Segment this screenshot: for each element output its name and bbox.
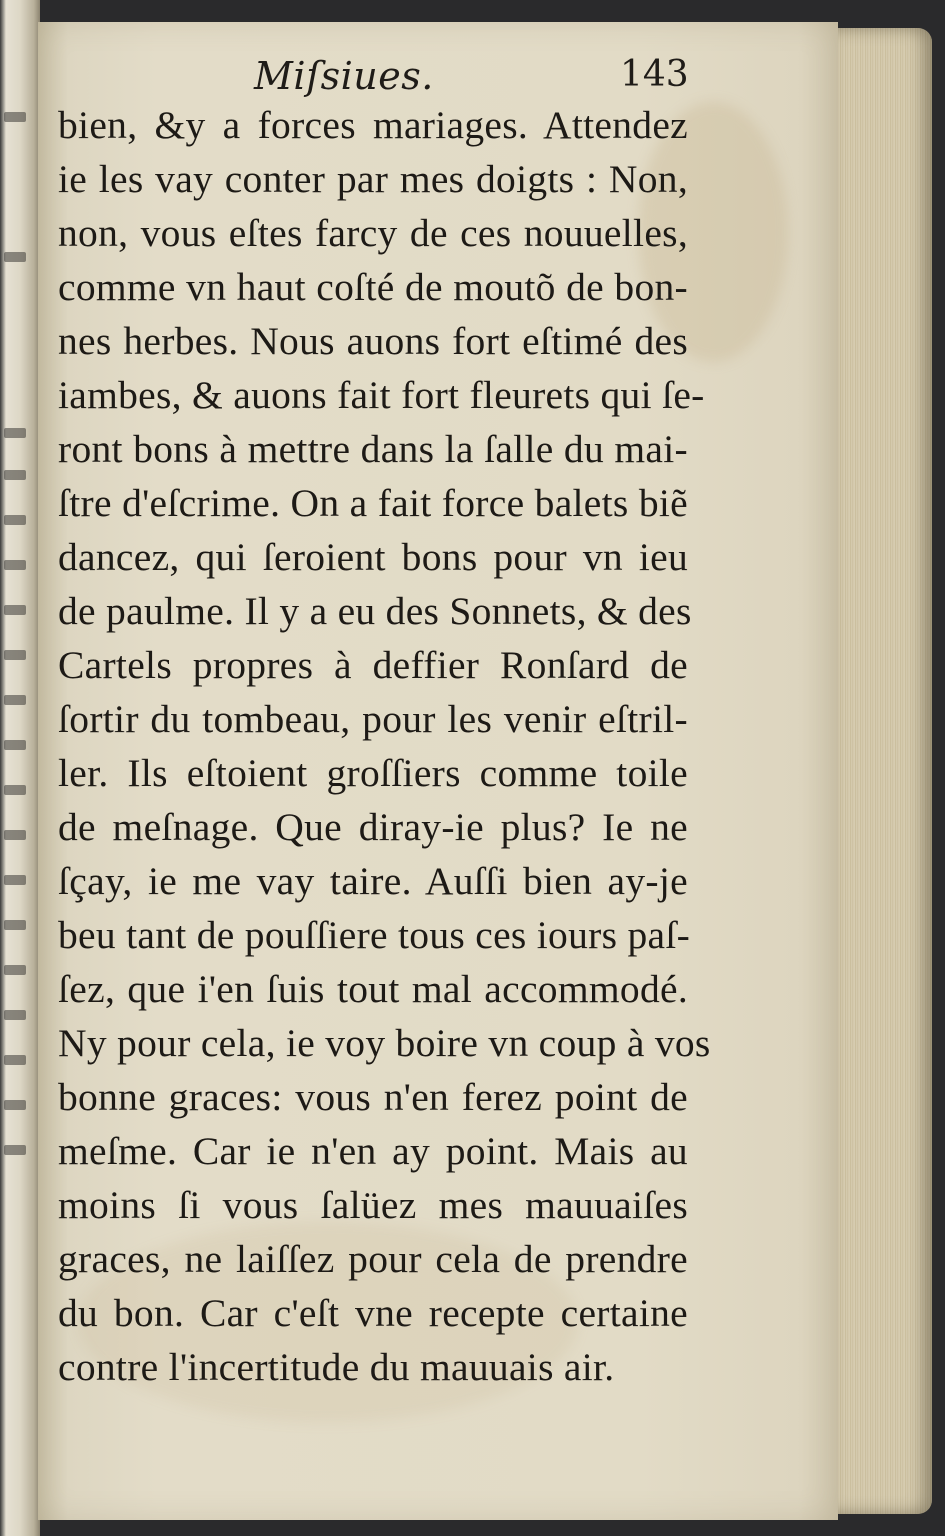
bleed-mark — [4, 605, 26, 615]
bleed-mark — [4, 740, 26, 750]
text-line: ler. Ils eſtoient groſſiers comme toile — [58, 751, 688, 795]
page-number: 143 — [620, 54, 689, 95]
bleed-mark — [4, 785, 26, 795]
bleed-mark — [4, 920, 26, 930]
bleed-mark — [4, 252, 26, 262]
text-line: du bon. Car c'eſt vne recepte certaine — [58, 1291, 688, 1335]
text-line: graces, ne laiſſez pour cela de prendre — [58, 1237, 688, 1281]
text-line: ront bons à mettre dans la ſalle du mai- — [58, 427, 688, 471]
body-text — [58, 98, 711, 1394]
text-line: moins ſi vous ſalüez mes mauuaiſes — [58, 1183, 688, 1227]
text-line: ſtre d'eſcrime. On a fait force balets biẽ — [58, 481, 688, 525]
text-line: meſme. Car ie n'en ay point. Mais au — [58, 1129, 688, 1173]
bleed-mark — [4, 695, 26, 705]
text-line: ſortir du tombeau, pour les venir eſtril- — [58, 697, 688, 741]
text-line: ſez, que i'en ſuis tout mal accommodé. — [58, 967, 688, 1011]
bleed-mark — [4, 560, 26, 570]
text-line: Ny pour cela, ie voy boire vn coup à vos — [58, 1021, 711, 1065]
text-line: de meſnage. Que diray-ie plus? Ie ne — [58, 805, 688, 849]
text-line: nes herbes. Nous auons fort eſtimé des — [58, 319, 688, 363]
text-line: beu tant de pouſſiere tous ces iours paſ- — [58, 913, 691, 957]
text-line: bonne graces: vous n'en ferez point de — [58, 1075, 688, 1119]
text-line: dancez, qui ſeroient bons pour vn ieu — [58, 535, 688, 579]
bleed-mark — [4, 470, 26, 480]
bleed-mark — [4, 965, 26, 975]
bleed-mark — [4, 112, 26, 122]
bleed-mark — [4, 1055, 26, 1065]
bleed-mark — [4, 515, 26, 525]
text-line: ſçay, ie me vay taire. Auſſi bien ay-je — [58, 859, 688, 903]
text-line: iambes, & auons fait fort fleurets qui ſe- — [58, 373, 705, 417]
book-page — [38, 22, 838, 1520]
text-line: contre l'incertitude du mauuais air. — [58, 1345, 615, 1389]
bleed-mark — [4, 1145, 26, 1155]
text-line: non, vous eſtes farcy de ces nouuelles, — [58, 211, 688, 255]
bleed-mark — [4, 650, 26, 660]
bleed-mark — [4, 428, 26, 438]
text-line: comme vn haut coſté de moutõ de bon- — [58, 265, 688, 309]
bleed-mark — [4, 1010, 26, 1020]
bleed-mark — [4, 830, 26, 840]
text-line: Cartels propres à deffier Ronſard de — [58, 643, 688, 687]
text-line: de paulme. Il y a eu des Sonnets, & des — [58, 589, 692, 633]
text-line: bien, &y a forces mariages. Attendez — [58, 103, 688, 147]
binding-strip — [0, 0, 40, 1536]
text-line: ie les vay conter par mes doigts : Non, — [58, 157, 688, 201]
page-fore-edge — [836, 28, 932, 1514]
bleed-mark — [4, 875, 26, 885]
bleed-mark — [4, 1100, 26, 1110]
running-head: Miſsiues. — [254, 54, 434, 98]
